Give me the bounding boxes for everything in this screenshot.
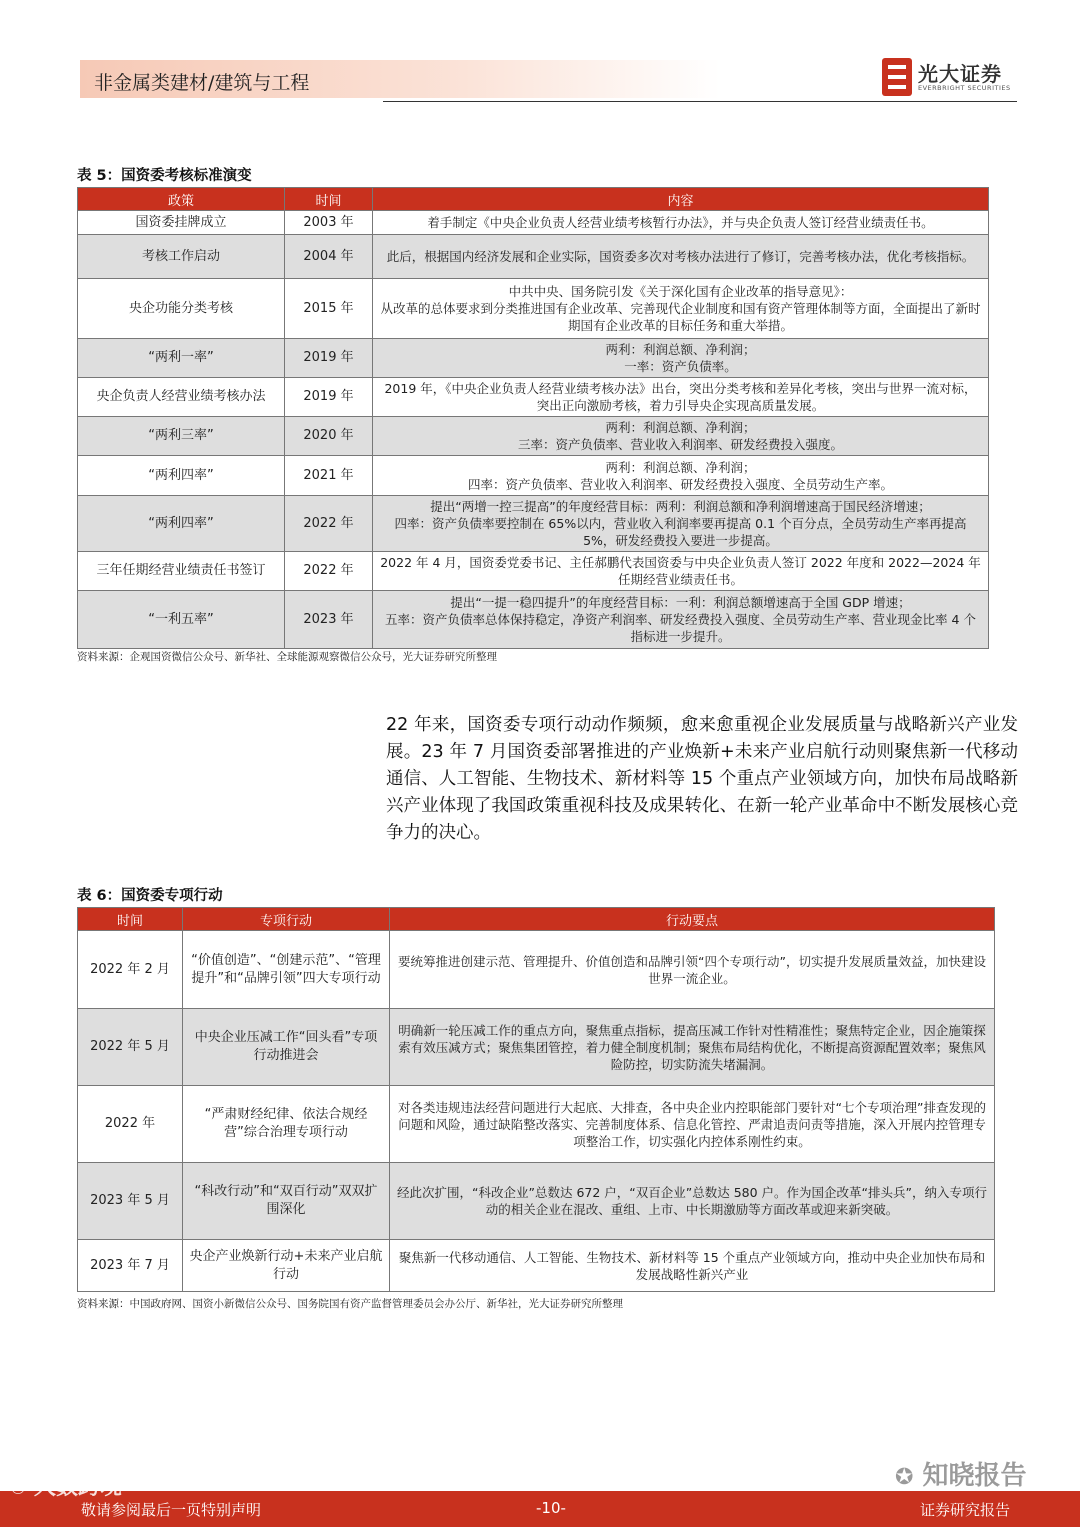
table5-cell-content: 此后，根据国内经济发展和企业实际，国资委多次对考核办法进行了修订，完善考核办法，优化考核指标。 [373, 235, 989, 279]
table5-row [78, 279, 989, 339]
table5-cell-time: 2019 年 [285, 378, 373, 417]
logo-en-text: EVERBRIGHT SECURITIES [918, 84, 1011, 92]
table5-title: 表 5：国资委考核标准演变 [77, 168, 252, 184]
table6-cell-action: 央企产业焕新行动+未来产业启航行动 [183, 1240, 390, 1292]
wechat-icon: ✪ [895, 1465, 914, 1490]
footer-report-type: 证券研究报告 [920, 1501, 1011, 1519]
table5 [77, 187, 989, 649]
table6-source: 资料来源：中国政府网、国资小新微信公众号、国务院国有资产监督管理委员会办公厅、新华社，光大证券研究所整理 [77, 1298, 623, 1310]
table5-cell-policy: “一利五率” [78, 591, 285, 649]
table6-header-points: 行动要点 [390, 908, 995, 931]
header-band [80, 60, 720, 98]
table5-row [78, 456, 989, 496]
footer-disclaimer: 敬请参阅最后一页特别声明 [81, 1501, 262, 1519]
table6-cell-time: 2023 年 5 月 [78, 1163, 183, 1240]
table5-cell-time: 2004 年 [285, 235, 373, 279]
table6-cell-points: 明确新一轮压减工作的重点方向，聚焦重点指标，提高压减工作针对性精准性；聚焦特定企业，因企施策探索有效压减方式；聚焦集团管控，着力健全制度机制；聚焦布局结构优化，不断提高资源配置效率；聚焦风险防控，切实防流失堵漏洞。 [390, 1009, 995, 1086]
table5-cell-content: 两利：利润总额、净利润； 一率：资产负债率。 [373, 339, 989, 378]
table6-row [78, 1009, 995, 1086]
table5-cell-policy: 考核工作启动 [78, 235, 285, 279]
table5-cell-content: 两利：利润总额、净利润； 三率：资产负债率、营业收入利润率、研发经费投入强度。 [373, 417, 989, 456]
table6-header-row [78, 908, 995, 931]
watermark-left-text: 大数跨境 [33, 1475, 122, 1500]
table5-cell-content: 两利：利润总额、净利润； 四率：资产负债率、营业收入利润率、研发经费投入强度、全员劳动生产率。 [373, 456, 989, 496]
table6-row [78, 931, 995, 1009]
table5-row [78, 235, 989, 279]
table5-cell-content: 提出“一提一稳四提升”的年度经营目标：一利：利润总额增速高于全国 GDP 增速； 五率：资产负债率总体保持稳定，净资产利润率、研发经费投入强度、全员劳动生产率、营业现金比率 4 个指标进一步提升。 [373, 591, 989, 649]
table5-cell-content: 2019 年，《中央企业负责人经营业绩考核办法》出台，突出分类考核和差异化考核，突出与世界一流对标，突出正向激励考核，着力引导央企实现高质量发展。 [373, 378, 989, 417]
logo-cn-text: 光大证券 [918, 62, 1002, 86]
page-number: -10- [536, 1499, 566, 1517]
table6-cell-time: 2022 年 5 月 [78, 1009, 183, 1086]
table6-cell-points: 要统筹推进创建示范、管理提升、价值创造和品牌引领“四个专项行动”，切实提升发展质量效益，加快建设世界一流企业。 [390, 931, 995, 1009]
header-category: 非金属类建材/建筑与工程 [94, 72, 310, 94]
table5-header-row [78, 188, 989, 211]
table5-row [78, 591, 989, 649]
company-logo [882, 58, 1018, 98]
table5-cell-time: 2019 年 [285, 339, 373, 378]
table6-cell-time: 2022 年 2 月 [78, 931, 183, 1009]
watermark-right [895, 1455, 1027, 1492]
table6-cell-points: 聚焦新一代移动通信、人工智能、生物技术、新材料等 15 个重点产业领域方向，推动中央企业加快布局和发展战略性新兴产业 [390, 1240, 995, 1292]
table5-cell-policy: “两利三率” [78, 417, 285, 456]
table5-row [78, 552, 989, 591]
table5-cell-policy: “两利一率” [78, 339, 285, 378]
table6-row [78, 1163, 995, 1240]
table5-cell-time: 2021 年 [285, 456, 373, 496]
table5-cell-time: 2003 年 [285, 211, 373, 235]
table5-cell-policy: 央企功能分类考核 [78, 279, 285, 339]
watermark-left [10, 1470, 122, 1501]
table5-row [78, 496, 989, 552]
table6-row [78, 1240, 995, 1292]
table6-cell-points: 经此次扩围，“科改企业”总数达 672 户，“双百企业”总数达 580 户。作为国企改革“排头兵”，纳入专项行动的相关企业在混改、重组、上市、中长期激励等方面改革或迎来新突破。 [390, 1163, 995, 1240]
table6-cell-action: “价值创造”、“创建示范”、“管理提升”和“品牌引领”四大专项行动 [183, 931, 390, 1009]
table5-cell-content: 着手制定《中央企业负责人经营业绩考核暂行办法》，并与央企负责人签订经营业绩责任书。 [373, 211, 989, 235]
table6-cell-points: 对各类违规违法经营问题进行大起底、大排查，各中央企业内控职能部门要针对“七个专项治理”排查发现的问题和风险，通过缺陷整改落实、完善制度体系、信息化管控、严肃追责问责等措施，深入开展内控管理专项整治工作，切实强化内控体系刚性约束。 [390, 1086, 995, 1163]
table5-cell-policy: 三年任期经营业绩责任书签订 [78, 552, 285, 591]
table5-cell-time: 2015 年 [285, 279, 373, 339]
table5-row [78, 211, 989, 235]
table5-row [78, 417, 989, 456]
table5-cell-content: 提出“两增一控三提高”的年度经营目标：两利：利润总额和净利润增速高于国民经济增速； 四率：资产负债率要控制在 65%以内，营业收入利润率要再提高 0.1 个百分点，全员劳动生产率再提高 5%，研发经费投入要进一步提高。 [373, 496, 989, 552]
table6-header-action: 专项行动 [183, 908, 390, 931]
table5-cell-policy: 央企负责人经营业绩考核办法 [78, 378, 285, 417]
everbright-logo-icon [882, 58, 912, 96]
watermark-left-icon: ⚇ [10, 1478, 27, 1499]
table5-cell-policy: “两利四率” [78, 456, 285, 496]
table6 [77, 907, 995, 1292]
table5-source: 资料来源：企观国资微信公众号、新华社、全球能源观察微信公众号，光大证券研究所整理 [77, 651, 497, 663]
table5-header-time: 时间 [285, 188, 373, 211]
table6-title: 表 6：国资委专项行动 [77, 888, 223, 904]
table5-cell-policy: “两利四率” [78, 496, 285, 552]
table5-header-policy: 政策 [78, 188, 285, 211]
watermark-right-text: 知晓报告 [922, 1461, 1027, 1491]
table5-cell-time: 2020 年 [285, 417, 373, 456]
table5-cell-content: 2022 年 4 月，国资委党委书记、主任郝鹏代表国资委与中央企业负责人签订 2022 年度和 2022—2024 年任期经营业绩责任书。 [373, 552, 989, 591]
body-paragraph: 22 年来，国资委专项行动动作频频，愈来愈重视企业发展质量与战略新兴产业发展。23 年 7 月国资委部署推进的产业焕新+未来产业启航行动则聚焦新一代移动通信、人工智能、生物技术、新材料等 15 个重点产业领域方向，加快布局战略新兴产业体现了我国政策重视科技及成果转化、在新一轮产业革命中不断发展核心竞争力的决心。 [386, 715, 1018, 843]
table5-cell-time: 2023 年 [285, 591, 373, 649]
table6-cell-time: 2022 年 [78, 1086, 183, 1163]
table6-cell-action: “科改行动”和“双百行动”双双扩围深化 [183, 1163, 390, 1240]
table5-cell-time: 2022 年 [285, 552, 373, 591]
table6-cell-time: 2023 年 7 月 [78, 1240, 183, 1292]
table6-cell-action: 中央企业压减工作“回头看”专项行动推进会 [183, 1009, 390, 1086]
table6-row [78, 1086, 995, 1163]
footer-bar [0, 1491, 1080, 1527]
table5-cell-time: 2022 年 [285, 496, 373, 552]
header-divider [383, 101, 1017, 102]
table5-row [78, 339, 989, 378]
table5-cell-content: 中共中央、国务院引发《关于深化国有企业改革的指导意见》： 从改革的总体要求到分类推进国有企业改革、完善现代企业制度和国有资产管理体制等方面，全面提出了新时期国有企业改革的目标任务和重大举措。 [373, 279, 989, 339]
table5-header-content: 内容 [373, 188, 989, 211]
table5-cell-policy: 国资委挂牌成立 [78, 211, 285, 235]
table5-row [78, 378, 989, 417]
table6-cell-action: “严肃财经纪律、依法合规经营”综合治理专项行动 [183, 1086, 390, 1163]
table6-header-time: 时间 [78, 908, 183, 931]
